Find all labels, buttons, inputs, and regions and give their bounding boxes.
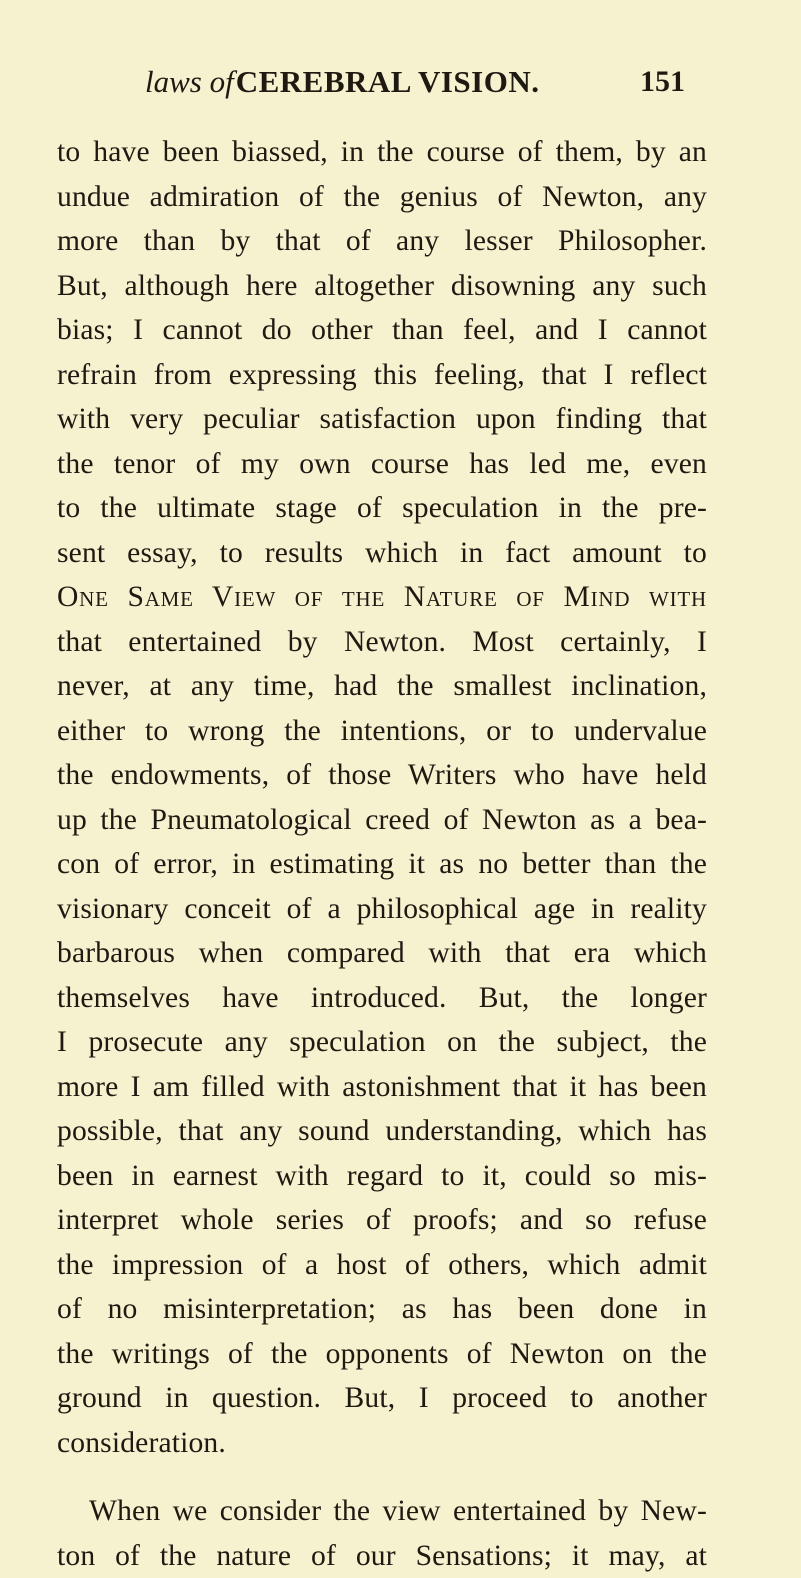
running-head-italic: laws of <box>145 64 234 99</box>
text-line: more I am filled with astonishment that it has been <box>57 1065 707 1110</box>
text-line: refrain from expressing this feeling, that I reflect <box>57 353 707 398</box>
text-line-small-caps: One Same View of the Nature of Mind with <box>57 575 707 620</box>
text-line: I prosecute any speculation on the subject, the <box>57 1020 707 1065</box>
text-line: undue admiration of the genius of Newton, any <box>57 175 707 220</box>
text-line: up the Pneumatological creed of Newton as a bea- <box>57 798 707 843</box>
page-header <box>145 62 685 102</box>
paragraph-2 <box>57 1489 707 1578</box>
text-line: more than by that of any lesser Philosopher. <box>57 219 707 264</box>
text-line: consideration. <box>57 1421 707 1466</box>
text-line: ton of the nature of our Sensations; it may, at <box>57 1534 707 1578</box>
text-line: bias; I cannot do other than feel, and I cannot <box>57 308 707 353</box>
text-line: sent essay, to results which in fact amount to <box>57 531 707 576</box>
text-line: possible, that any sound understanding, which has <box>57 1109 707 1154</box>
text-line: that entertained by Newton. Most certainly, I <box>57 620 707 665</box>
text-line: the impression of a host of others, which admit <box>57 1243 707 1288</box>
text-line: barbarous when compared with that era which <box>57 931 707 976</box>
text-line: ground in question. But, I proceed to another <box>57 1376 707 1421</box>
text-line: been in earnest with regard to it, could so mis- <box>57 1154 707 1199</box>
text-line: with very peculiar satisfaction upon finding that <box>57 397 707 442</box>
running-head <box>145 62 539 102</box>
paragraph-1 <box>57 130 707 1465</box>
running-head-caps: CEREBRAL VISION. <box>236 64 540 99</box>
text-line: the writings of the opponents of Newton on the <box>57 1332 707 1377</box>
body-text <box>57 130 707 1578</box>
text-line: either to wrong the intentions, or to undervalue <box>57 709 707 754</box>
text-line: the endowments, of those Writers who have held <box>57 753 707 798</box>
paragraph-gap <box>57 1465 707 1489</box>
text-line: visionary conceit of a philosophical age in reality <box>57 887 707 932</box>
text-line: But, although here altogether disowning any such <box>57 264 707 309</box>
text-line: to have been biassed, in the course of them, by an <box>57 130 707 175</box>
text-line: the tenor of my own course has led me, even <box>57 442 707 487</box>
text-line: themselves have introduced. But, the longer <box>57 976 707 1021</box>
text-line: con of error, in estimating it as no better than the <box>57 842 707 887</box>
text-line: of no misinterpretation; as has been done in <box>57 1287 707 1332</box>
text-line: When we consider the view entertained by New- <box>57 1489 707 1534</box>
text-line: to the ultimate stage of speculation in the pre- <box>57 486 707 531</box>
page-number: 151 <box>640 62 685 102</box>
text-line: interpret whole series of proofs; and so refuse <box>57 1198 707 1243</box>
text-line: never, at any time, had the smallest inclination, <box>57 664 707 709</box>
